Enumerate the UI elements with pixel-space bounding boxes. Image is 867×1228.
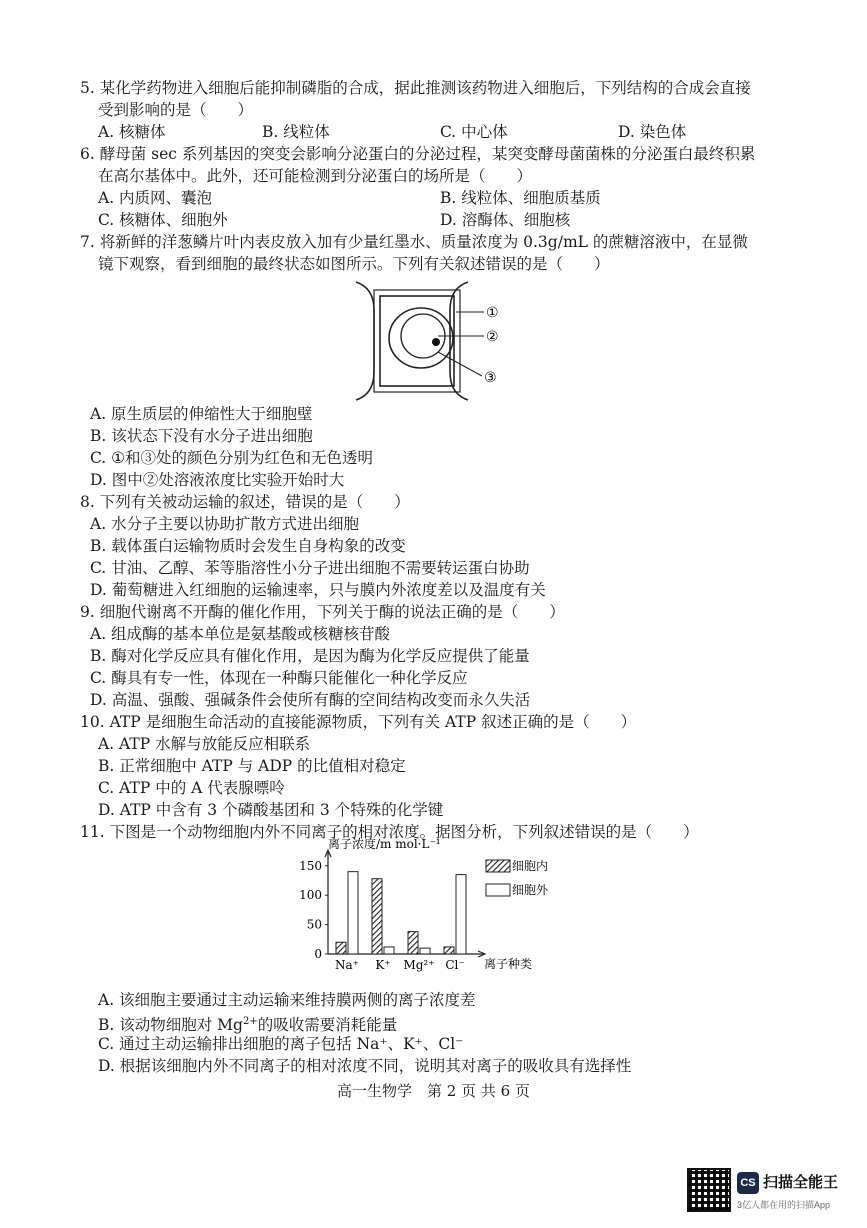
label-2: ② — [486, 329, 499, 345]
q9-stem: 9. 细胞代谢离不开酶的催化作用，下列关于酶的说法正确的是（ ） — [80, 603, 565, 621]
q9-option-a: A. 组成酶的基本单位是氨基酸或核糖核苷酸 — [90, 625, 391, 643]
y-tick-label: 100 — [299, 888, 322, 903]
q7-option-b: B. 该状态下没有水分子进出细胞 — [90, 427, 313, 445]
q6-stem-line1: 6. 酵母菌 sec 系列基因的突变会影响分泌蛋白的分泌过程，某突变酵母菌菌株的分泌蛋白最终积累 — [80, 145, 756, 163]
page-footer: 高一生物学 第 2 页 共 6 页 — [337, 1082, 530, 1100]
q9-option-b: B. 酶对化学反应具有催化作用，是因为酶为化学反应提供了能量 — [90, 647, 530, 665]
chart-x-axis-label: 离子种类 — [484, 957, 533, 971]
q6-option-a: A. 内质网、囊泡 — [98, 189, 213, 207]
label-1: ① — [486, 305, 499, 321]
q10-option-a: A. ATP 水解与放能反应相联系 — [98, 735, 311, 753]
q6-stem-line2: 在高尔基体中。此外，还可能检测到分泌蛋白的场所是（ ） — [98, 167, 533, 185]
legend-label-inside: 细胞内 — [512, 859, 549, 873]
q7-option-c: C. ①和③处的颜色分别为红色和无色透明 — [90, 449, 374, 467]
legend-swatch-inside — [486, 860, 510, 872]
cs-logo-icon: CS — [737, 1172, 759, 1194]
category-label: Mg²⁺ — [403, 958, 435, 972]
q5-option-b: B. 线粒体 — [262, 123, 330, 141]
scanner-app-name: 扫描全能王 — [763, 1174, 839, 1191]
y-tick-label: 150 — [299, 858, 322, 873]
left-cell-wall-curve — [356, 282, 374, 400]
legend-swatch-outside — [486, 884, 510, 896]
bar-inside-0 — [336, 942, 346, 954]
category-label: K⁺ — [375, 958, 391, 972]
protoplast-layer — [389, 308, 453, 368]
q6-option-b: B. 线粒体、细胞质基质 — [440, 189, 601, 207]
qr-code-icon — [687, 1168, 731, 1212]
legend-label-outside: 细胞外 — [512, 883, 549, 897]
q9-option-d: D. 高温、强酸、强碱条件会使所有酶的空间结构改变而永久失活 — [90, 691, 531, 709]
q8-option-a: A. 水分子主要以协助扩散方式进出细胞 — [90, 515, 360, 533]
outer-cell-wall — [374, 290, 460, 392]
q7-stem-line1: 7. 将新鲜的洋葱鳞片叶内表皮放入加有少量红墨水、质量浓度为 0.3g/mL 的蔗糖溶液中，在显微 — [80, 233, 748, 251]
q5-option-a: A. 核糖体 — [98, 123, 166, 141]
q5-stem-line1: 5. 某化学药物进入细胞后能抑制磷脂的合成，据此推测该药物进入细胞后，下列结构的合成会直接 — [80, 79, 751, 97]
q5-option-d: D. 染色体 — [618, 123, 687, 141]
q10-option-b: B. 正常细胞中 ATP 与 ADP 的比值相对稳定 — [98, 757, 406, 775]
y-tick-label: 0 — [314, 947, 322, 961]
q7-option-d: D. 图中②处溶液浓度比实验开始时大 — [90, 471, 345, 489]
cell-wall — [380, 296, 454, 386]
q7-stem-line2: 镜下观察，看到细胞的最终状态如图所示。下列有关叙述错误的是（ ） — [98, 255, 610, 273]
q10-stem: 10. ATP 是细胞生命活动的直接能源物质，下列有关 ATP 叙述正确的是（ ） — [80, 713, 637, 731]
q6-option-d: D. 溶酶体、细胞核 — [440, 211, 571, 229]
q11-option-a: A. 该细胞主要通过主动运输来维持膜两侧的离子浓度差 — [98, 991, 476, 1009]
q9-option-c: C. 酶具有专一性，体现在一种酶只能催化一种化学反应 — [90, 669, 468, 687]
q11-option-c: C. 通过主动运输排出细胞的离子包括 Na⁺、K⁺、Cl⁻ — [98, 1035, 464, 1053]
q8-option-d: D. 葡萄糖进入红细胞的运输速率，只与膜内外浓度差以及温度有关 — [90, 581, 546, 599]
nucleus — [432, 338, 440, 346]
scanner-watermark — [687, 1168, 847, 1216]
q5-option-c: C. 中心体 — [440, 123, 508, 141]
y-tick-label: 50 — [306, 917, 322, 932]
q6-option-c: C. 核糖体、细胞外 — [98, 211, 228, 229]
q7-option-a: A. 原生质层的伸缩性大于细胞壁 — [90, 405, 313, 423]
bar-outside-3 — [456, 875, 466, 954]
bar-outside-1 — [384, 947, 394, 954]
scanner-tagline: 3亿人都在用的扫描App — [737, 1200, 831, 1210]
ion-concentration-chart — [290, 836, 550, 976]
q11-option-d: D. 根据该细胞内外不同离子的相对浓度不同，说明其对离子的吸收具有选择性 — [98, 1057, 632, 1075]
chart-categories — [335, 958, 465, 972]
chart-ticks — [299, 859, 328, 961]
category-label: Cl⁻ — [445, 958, 465, 972]
category-label: Na⁺ — [335, 958, 359, 972]
q11-option-b — [98, 1012, 397, 1035]
chart-bars — [336, 872, 466, 954]
plasmolysis-cell-diagram — [350, 280, 510, 402]
q10-option-c: C. ATP 中的 A 代表腺嘌呤 — [98, 779, 285, 797]
bar-outside-2 — [420, 948, 430, 954]
label-3: ③ — [484, 370, 497, 386]
q8-stem: 8. 下列有关被动运输的叙述，错误的是（ ） — [80, 493, 410, 511]
bar-inside-3 — [444, 947, 454, 954]
bar-outside-0 — [348, 872, 358, 954]
bar-inside-2 — [408, 932, 418, 954]
q11-option-b-pre: B. 该动物细胞对 Mg — [98, 1016, 243, 1035]
chart-legend — [486, 858, 549, 897]
bar-inside-1 — [372, 879, 382, 954]
q10-option-d: D. ATP 中含有 3 个磷酸基团和 3 个特殊的化学键 — [98, 801, 444, 819]
q8-option-c: C. 甘油、乙醇、苯等脂溶性小分子进出细胞不需要转运蛋白协助 — [90, 559, 530, 577]
chart-y-axis-label: 离子浓度/m mol·L⁻¹ — [328, 837, 441, 851]
q8-option-b: B. 载体蛋白运输物质时会发生自身构象的改变 — [90, 537, 406, 555]
q5-stem-line2: 受到影响的是（ ） — [98, 101, 254, 119]
q11-option-b-post: 的吸收需要消耗能量 — [257, 1016, 398, 1035]
q11-stem: 11. 下图是一个动物细胞内外不同离子的相对浓度。据图分析，下列叙述错误的是（ ） — [80, 823, 699, 841]
q11-option-b-sup: 2+ — [242, 1016, 258, 1027]
